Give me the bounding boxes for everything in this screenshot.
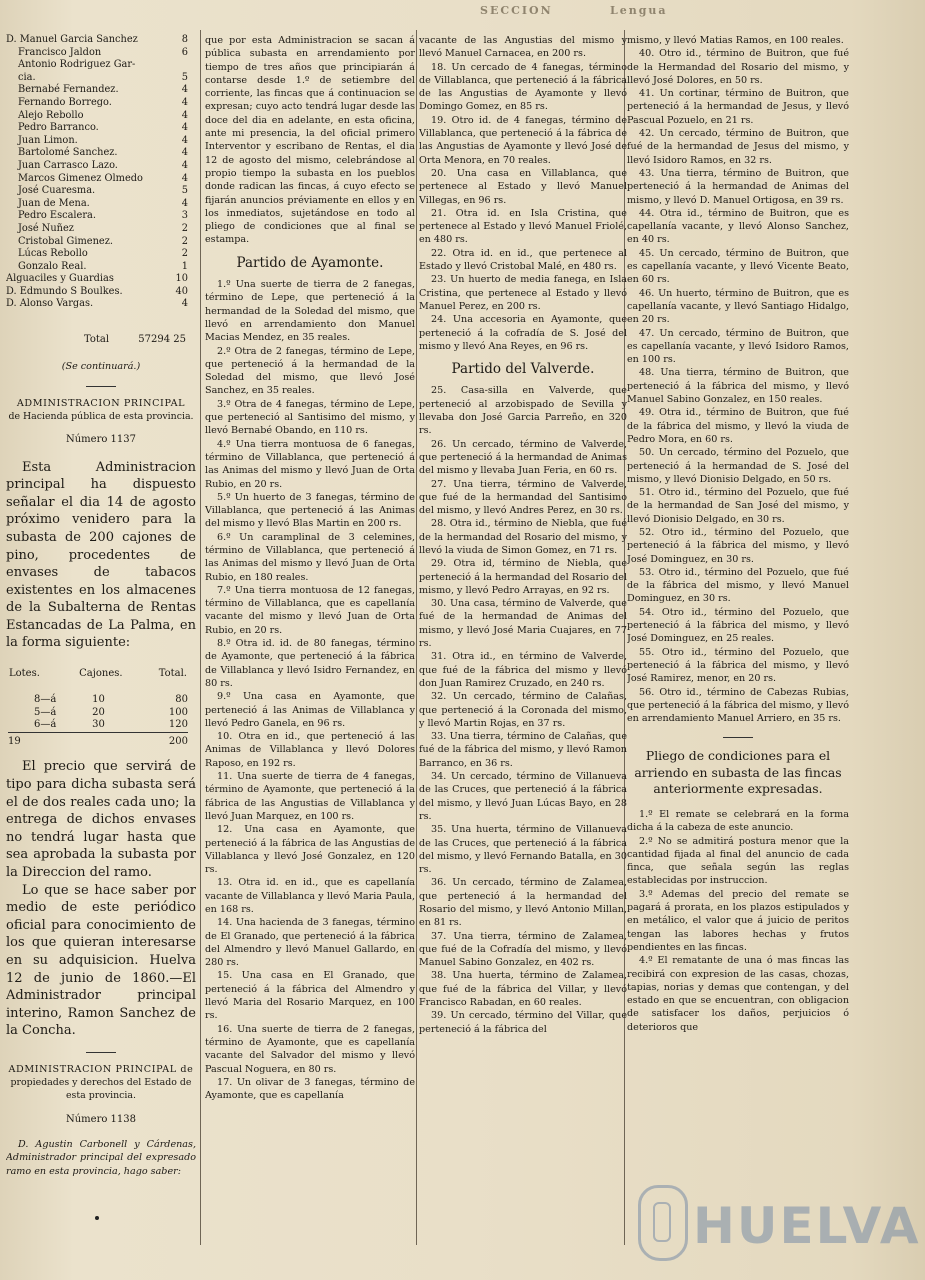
lotes-table [8, 666, 188, 748]
list-item: 4.º El rematante de una ó mas fincas las recibirá con expresion de las casas, chozas, tapias, norias y demas que contengan, y del estado en que se encuentran, con obligacion de satisfacer los daños, perjuicios ó deterioros que [627, 955, 849, 1033]
section-heading-valverde: Partido del Valverde. [451, 361, 595, 378]
person-name: Alejo Rebollo [18, 109, 84, 121]
list-item: 1.º El remate se celebrará en la forma dicha á la cabeza de este anuncio. [627, 808, 849, 834]
list-item: 20. Una casa en Villablanca, que pertenece al Estado y llevó Manuel Villegas, en 96 rs. [419, 167, 627, 206]
table-row [6, 160, 196, 173]
person-value: 6 [181, 46, 188, 58]
table-row [6, 59, 196, 72]
person-value: 4 [181, 159, 188, 171]
notice-1137-continued [6, 758, 196, 1040]
person-name: José Nuñez [18, 222, 74, 234]
column-4 [627, 34, 849, 1270]
names-table [6, 34, 196, 311]
person-name: Lúcas Rebollo [18, 248, 88, 260]
list-item: 7.º Una tierra montuosa de 12 fanegas, término de Villablanca, que es capellanía vacante del mismo y llevó Juan de Orta Rubio, en 20 rs. [205, 584, 415, 636]
list-item: 33. Una tierra, término de Calañas, que fué de la fábrica del mismo, y llevó Ramon Barranco, en 36 rs. [419, 731, 627, 769]
list-item: 2.º Otra de 2 fanegas, término de Lepe, que perteneció á la hermandad de la Soledad del mismo, que llevó José Sanchez, en 35 reales. [205, 345, 415, 397]
total-cell: 120 [168, 719, 188, 731]
lotes-header: Lotes. [9, 668, 40, 680]
person-name: Juan de Mena. [18, 197, 90, 209]
archive-watermark: HUELVA [693, 1197, 921, 1255]
person-value: 4 [181, 96, 188, 108]
list-item: 11. Una suerte de tierra de 4 fanegas, término de Ayamonte, que perteneció á la fábrica de las Angustias de Villablanca y llevó Juan Marquez, en 100 rs. [205, 771, 415, 822]
table-row [6, 198, 196, 211]
divider [86, 386, 116, 387]
list-item: 54. Otro id., término del Pozuelo, que perteneció á la fábrica del mismo, y llevó José Dominguez, en 25 reales. [627, 606, 849, 645]
list-item: 44. Otra id., término de Buitron, que es capellanía vacante, y llevó Alonso Sanchez, en 40 rs. [627, 207, 849, 246]
lote-cell: 6—á [34, 719, 57, 731]
divider [723, 737, 753, 738]
list-item: 31. Otra id., en término de Valverde, que fué de la fábrica del mismo y llevó don Juan Ramirez Cruzado, en 240 rs. [419, 651, 627, 689]
list-item: vacante de las Angustias del mismo y llevó Manuel Carnacea, en 200 rs. [419, 35, 627, 60]
list-item: 52. Otro id., término del Pozuelo, que perteneció á la fábrica del mismo, y llevó José Dominguez, en 30 rs. [627, 526, 849, 565]
list-item: 23. Un huerto de media fanega, en Isla Cristina, que pertenece al Estado y llevó Manuel Perez, en 200 rs. [419, 274, 627, 312]
table-row [6, 173, 196, 186]
list-item: 3.º Ademas del precio del remate se pagará á prorata, en los plazos estipulados y en metálico, el valor que á juicio de peritos tengan las labores hechas y frutos pendientes en las fincas. [627, 888, 849, 953]
person-name: José Cuaresma. [18, 185, 96, 197]
table-row [6, 47, 196, 60]
pliego-heading: Pliego de condiciones para el arriendo en subasta de las fincas anteriormente expresadas. [634, 748, 842, 797]
list-item: 29. Otra id, término de Niebla, que perteneció á la hermandad del Rosario del mismo, y llevó Pedro Arrayas, en 92 rs. [419, 558, 627, 596]
person-name: D. Edmundo S Boulkes. [6, 285, 123, 297]
table-row [6, 34, 196, 47]
notice-1137 [6, 459, 196, 653]
table-row [6, 72, 196, 85]
table-row [6, 135, 196, 148]
person-value: 4 [181, 147, 188, 159]
section-heading-ayamonte: Partido de Ayamonte. [236, 254, 384, 271]
list-item: 22. Otra id. en id., que pertenece al Estado y llevó Cristobal Malé, en 480 rs. [419, 247, 627, 273]
table-row [6, 286, 196, 299]
list-item: 19. Otro id. de 4 fanegas, término de Villablanca, que perteneció á la fábrica de las Angustias de Ayamonte y llevó José de Orta Menora, en 70 reales. [419, 114, 627, 166]
table-row [6, 210, 196, 223]
list-item: 45. Un cercado, término de Buitron, que es capellanía vacante, y llevó Vicente Beato, en 60 rs. [627, 247, 849, 286]
numero-1137: Número 1137 [65, 434, 137, 446]
list-item: 32. Un cercado, término de Calañas, que perteneció á la Coronada del mismo, y llevó Martin Rojas, en 37 rs. [419, 691, 627, 729]
person-value: 4 [181, 84, 188, 96]
lote-cell: 5—á [34, 706, 57, 718]
table-total-row [8, 732, 188, 748]
person-value: 2 [181, 235, 188, 247]
list-item: 24. Una accesoria en Ayamonte, que perteneció á la cofradía de S. José del mismo y llevó Ana Reyes, en 96 rs. [419, 314, 627, 352]
list-item: 27. Una tierra, término de Valverde, que fué de la hermandad del Santisimo del mismo, y llevó Andres Perez, en 30 rs. [419, 478, 627, 517]
column-rule [200, 30, 201, 1245]
list-item: 36. Un cercado, término de Zalamea, que perteneció á la hermandad del Rosario del mismo, y llevó Antonio Millan, en 81 rs. [419, 877, 627, 929]
person-value: 4 [181, 172, 188, 184]
list-item: 40. Otro id., término de Buitron, que fué de la Hermandad del Rosario del mismo, y llevó José Dolores, en 50 rs. [627, 48, 849, 86]
table-row [8, 719, 188, 732]
person-name: cia. [18, 71, 36, 83]
list-item: 47. Un cercado, término de Buitron, que es capellanía vacante, y llevó Isidoro Ramos, en 100 rs. [627, 327, 849, 366]
list-item: 6.º Un caramplinal de 3 celemines, término de Villablanca, que perteneció á las Animas del mismo y llevó Juan de Orta Rubio, en 180 reales. [205, 531, 415, 583]
list-item: 38. Una huerta, término de Zalamea, que fué de la fábrica del Villar, y llevó Francisco Rabadan, en 60 reales. [419, 970, 627, 1009]
table-row [6, 147, 196, 160]
list-item: 16. Una suerte de tierra de 2 fanegas, término de Ayamonte, que es capellanía vacante del Salvador del mismo y llevó Pascual Noguera, en 80 rs. [205, 1023, 415, 1075]
person-name: Marcos Gimenez Olmedo [18, 172, 143, 184]
list-item: 10. Otra en id., que perteneció á las Animas de Villablanca y llevó Dolores Raposo, en 192 rs. [205, 731, 415, 769]
admin1-subtitle: de Hacienda pública de esta provincia. [8, 410, 194, 422]
table-row [8, 694, 188, 707]
lote-total: 19 [8, 732, 78, 748]
list-item: 8.º Otra id. id. de 80 fanegas, término de Ayamonte, que perteneció á la fábrica de Villablanca y llevó Isidro Fernandez, en 80 rs. [205, 638, 415, 689]
list-item: 50. Un cercado, término del Pozuelo, que perteneció á la hermandad de S. José del mismo, y llevó Dionisio Delgado, en 50 rs. [627, 447, 849, 485]
list-item: 25. Casa-silla en Valverde, que perteneció al arzobispado de Sevilla y llevaba don José Garcia Parreño, en 320 rs. [419, 385, 627, 437]
total-cell: 100 [168, 706, 188, 718]
person-value: 2 [181, 222, 188, 234]
person-value: 4 [181, 109, 188, 121]
person-name: Antonio Rodriguez Gar- [18, 59, 136, 71]
person-name: Francisco Jaldon [18, 46, 102, 58]
list-item: 3.º Otra de 4 fanegas, término de Lepe, que perteneció al Santisimo del mismo, y llevó Bernabé Obando, en 110 rs. [205, 398, 415, 437]
cajones-cell: 10 [92, 694, 105, 706]
list-item: 1.º Una suerte de tierra de 2 fanegas, término de Lepe, que perteneció á la hermandad de la Soledad del mismo, que llevó en arrendamiento don Manuel Macias Mendez, en 35 reales. [205, 279, 415, 344]
table-row [6, 97, 196, 110]
person-name: Alguaciles y Guardias [6, 273, 114, 285]
table-row [6, 110, 196, 123]
cajones-total [78, 732, 144, 748]
admin2-title: ADMINISTRACION PRINCIPAL de [8, 1063, 194, 1075]
person-value: 4 [181, 122, 188, 134]
column-rule [416, 30, 417, 1245]
table-row [6, 236, 196, 249]
header-strip [0, 0, 925, 30]
list-item: 21. Otra id. en Isla Cristina, que pertenece al Estado y llevó Manuel Friolé, en 480 rs. [419, 207, 627, 246]
admin1-title: ADMINISTRACION PRINCIPAL [16, 397, 186, 409]
table-row [6, 185, 196, 198]
list-item: 46. Un huerto, término de Buitron, que es capellanía vacante, y llevó Santiago Hidalgo, en 20 rs. [627, 287, 849, 326]
lotes-header: Cajones. [79, 668, 123, 680]
list-item: 53. Otro id., término del Pozuelo, que fué de la fábrica del mismo, y llevó Manuel Dominguez, en 30 rs. [627, 566, 849, 605]
person-value: 5 [181, 185, 188, 197]
list-item: 49. Otra id., término de Buitron, que fué de la fábrica del mismo, y llevó la viuda de Pedro Mora, en 60 rs. [627, 407, 849, 445]
column-3 [419, 34, 627, 1270]
notice-paragraph: El precio que servirá de tipo para dicha subasta será el de dos reales cada uno; la entrega de dichos envases no tendrá lugar hasta que sea aprobada la subasta por la Direccion del ramo. [6, 759, 196, 880]
list-item: 39. Un cercado, término del Villar, que perteneció á la fábrica del [419, 1010, 627, 1035]
list-item: 18. Un cercado de 4 fanegas, término de Villablanca, que perteneció á la fábrica de las Angustias de Ayamonte y llevó Domingo Gomez, en 85 rs. [419, 61, 627, 113]
list-item: 4.º Una tierra montuosa de 6 fanegas, término de Villablanca, que perteneció á las Animas del mismo y llevó Juan de Orta Rubio, en 20 rs. [205, 438, 415, 490]
table-row [6, 248, 196, 261]
list-item: 37. Una tierra, término de Zalamea, que fué de la Cofradía del mismo, y llevó Manuel Sabino Gonzalez, en 402 rs. [419, 930, 627, 969]
person-name: Pedro Escalera. [18, 210, 96, 222]
table-row [6, 223, 196, 236]
header-fragment: SECCION [480, 4, 553, 17]
ink-dot [95, 1216, 99, 1220]
list-item: 41. Un cortinar, término de Buitron, que perteneció á la hermandad de Jesus, y llevó Pascual Pozuelo, en 21 rs. [627, 88, 849, 126]
person-value: 2 [181, 248, 188, 260]
total-value: 57294 25 [138, 334, 186, 346]
entry-list [627, 34, 849, 725]
list-item: 51. Otro id., término del Pozuelo, que fué de la hermandad de San José del mismo, y llevó Dionisio Delgado, en 30 rs. [627, 487, 849, 525]
table-row [6, 122, 196, 135]
list-item: 43. Una tierra, término de Buitron, que perteneció á la hermandad de Animas del mismo, y llevó D. Manuel Ortigosa, en 39 rs. [627, 167, 849, 206]
list-item: 12. Una casa en Ayamonte, que perteneció á la fábrica de las Angustias de Villablanca y llevó José Gonzalez, en 120 rs. [205, 824, 415, 876]
total-cell: 80 [175, 694, 188, 706]
entry-list [419, 34, 627, 353]
subasta-intro: que por esta Administracion se sacan á pública subasta en arrendamiento por tiempo de tres años que principiarán á contarse desde 1.º de setiembre del corriente, las fincas que á continuacion se expresan; cuyo acto tendrá lugar desde las doce del dia en adelante, en esta oficina, ante mi presencia, la del oficial primero Interventor y escribano de Rentas, el dia 12 de agosto del mismo, celebrándose al propio tiempo la subasta en los pueblos donde radican las fincas, á cuyo efecto se fijarán anuncios préviamente en ellos y en los inmediatos, sujetándose en todo al pliego de condiciones que al final se estampa. [205, 35, 415, 246]
person-name: Fernando Borrego. [18, 96, 112, 108]
list-item: 17. Un olivar de 3 fanegas, término de Ayamonte, que es capellanía [205, 1076, 415, 1102]
list-item: mismo, y llevó Matias Ramos, en 100 reales. [627, 35, 844, 46]
cajones-cell: 30 [92, 719, 105, 731]
person-value: 5 [181, 71, 188, 83]
notice-paragraph: Esta Administracion principal ha dispuesto señalar el dia 14 de agosto próximo venidero para la subasta de 200 cajones de pino, procedentes de envases de tabacos existentes en los almacenes de la Subalterna de Rentas Estancadas de La Palma, en la forma siguiente: [6, 459, 196, 651]
table-row [8, 707, 188, 720]
person-value: 4 [181, 197, 188, 209]
lote-cell: 8—á [34, 694, 57, 706]
person-value: 8 [181, 34, 188, 45]
person-value: 3 [181, 210, 188, 222]
total-row [6, 333, 196, 346]
person-name: Gonzalo Real. [18, 260, 87, 272]
continuara-note: (Se continuará.) [61, 361, 141, 373]
column-2 [205, 34, 415, 1270]
list-item: 26. Un cercado, término de Valverde, que perteneció á la hermandad de Animas del mismo y llevaba Juan Feria, en 60 rs. [419, 438, 627, 477]
list-item: 34. Un cercado, término de Villanueva de las Cruces, que perteneció á la fábrica del mismo, y llevó Juan Lúcas Bayo, en 28 rs. [419, 771, 627, 822]
admin2-subtitle: propiedades y derechos del Estado de esta provincia. [10, 1077, 192, 1102]
person-value: 40 [175, 285, 188, 297]
divider [86, 1052, 116, 1053]
person-value: 4 [181, 134, 188, 146]
person-value: 4 [181, 298, 188, 310]
conditions-list [627, 808, 849, 1034]
person-name: D. Manuel Garcia Sanchez [6, 34, 138, 45]
column-1 [6, 34, 196, 1270]
person-name: Bernabé Fernandez. [18, 84, 119, 96]
list-item: 2.º No se admitirá postura menor que la cantidad fijada al final del anuncio de cada finca, que señala según las reglas establecidas por instruccion. [627, 835, 849, 887]
list-item: 14. Una hacienda de 3 fanegas, término de El Granado, que perteneció á la fábrica del Almendro y llevó Manuel Gallardo, en 280 rs. [205, 917, 415, 969]
person-name: Pedro Barranco. [18, 122, 99, 134]
list-item: 9.º Una casa en Ayamonte, que perteneció á las Animas de Villablanca y llevó Pedro Ganela, en 96 rs. [205, 691, 415, 729]
archive-seal-icon [638, 1185, 688, 1261]
header-fragment: Lengua [610, 4, 668, 17]
person-name: D. Alonso Vargas. [6, 298, 94, 310]
lotes-header: Total. [158, 668, 187, 680]
list-item: 13. Otra id. en id., que es capellanía vacante de Villablanca y llevó Maria Paula, en 168 rs. [205, 877, 415, 915]
person-name: Juan Limon. [18, 134, 78, 146]
list-item: 15. Una casa en El Granado, que perteneció á la fábrica del Almendro y llevó Maria del Rosario Marquez, en 100 rs. [205, 970, 415, 1022]
person-name: Cristobal Gimenez. [18, 235, 113, 247]
numero-1138: Número 1138 [65, 1113, 137, 1125]
list-item: 56. Otro id., término de Cabezas Rubias, que perteneció á la fábrica del mismo, y llevó en arrendamiento Manuel Arriero, en 35 rs. [627, 686, 849, 725]
cajones-cell: 20 [92, 706, 105, 718]
table-row [6, 273, 196, 286]
table-row [6, 261, 196, 274]
person-name: Bartolomé Sanchez. [18, 147, 118, 159]
table-row [6, 298, 196, 311]
list-item: 42. Un cercado, término de Buitron, que fué de la hermandad de Jesus del mismo, y llevó Isidoro Ramos, en 32 rs. [627, 128, 849, 166]
list-item: 28. Otra id., término de Niebla, que fué de la hermandad del Rosario del mismo, y llevó la viuda de Simon Gomez, en 71 rs. [419, 518, 627, 556]
notice-1138-intro: D. Agustin Carbonell y Cárdenas, Administrador principal del expresado ramo en esta provincia, hago saber: [6, 1139, 196, 1177]
total-label: Total [84, 334, 110, 346]
notice-paragraph: Lo que se hace saber por medio de este periódico oficial para conocimiento de los que quieran interesarse en su adquisicion. Huelva 12 de junio de 1860.—El Administrador principal interino, Ramon Sanchez de la Concha. [6, 882, 196, 1039]
person-value: 10 [175, 273, 188, 285]
list-item: 30. Una casa, término de Valverde, que fué de la hermandad de Animas del mismo, y llevó José Maria Cuajares, en 77 rs. [419, 598, 627, 650]
person-value: 1 [181, 260, 188, 272]
list-item: 55. Otro id., término del Pozuelo, que perteneció á la fábrica del mismo, y llevó José Ramirez, menor, en 20 rs. [627, 646, 849, 685]
grand-total: 200 [144, 732, 188, 748]
person-value [154, 59, 196, 72]
table-row [6, 84, 196, 97]
entry-list [205, 278, 415, 1102]
list-item: 48. Una tierra, término de Buitron, que perteneció á la fábrica del mismo, y llevó Manuel Sabino Gonzalez, en 150 reales. [627, 367, 849, 406]
list-item: 5.º Un huerto de 3 fanegas, término de Villablanca, que perteneció á las Animas del mismo y llevó Blas Martin en 200 rs. [205, 491, 415, 530]
person-name: Juan Carrasco Lazo. [18, 159, 118, 171]
entry-list [419, 384, 627, 1036]
list-item: 35. Una huerta, término de Villanueva de las Cruces, que perteneció á la fábrica del mismo, y llevó Fernando Batalla, en 30 rs. [419, 824, 627, 876]
